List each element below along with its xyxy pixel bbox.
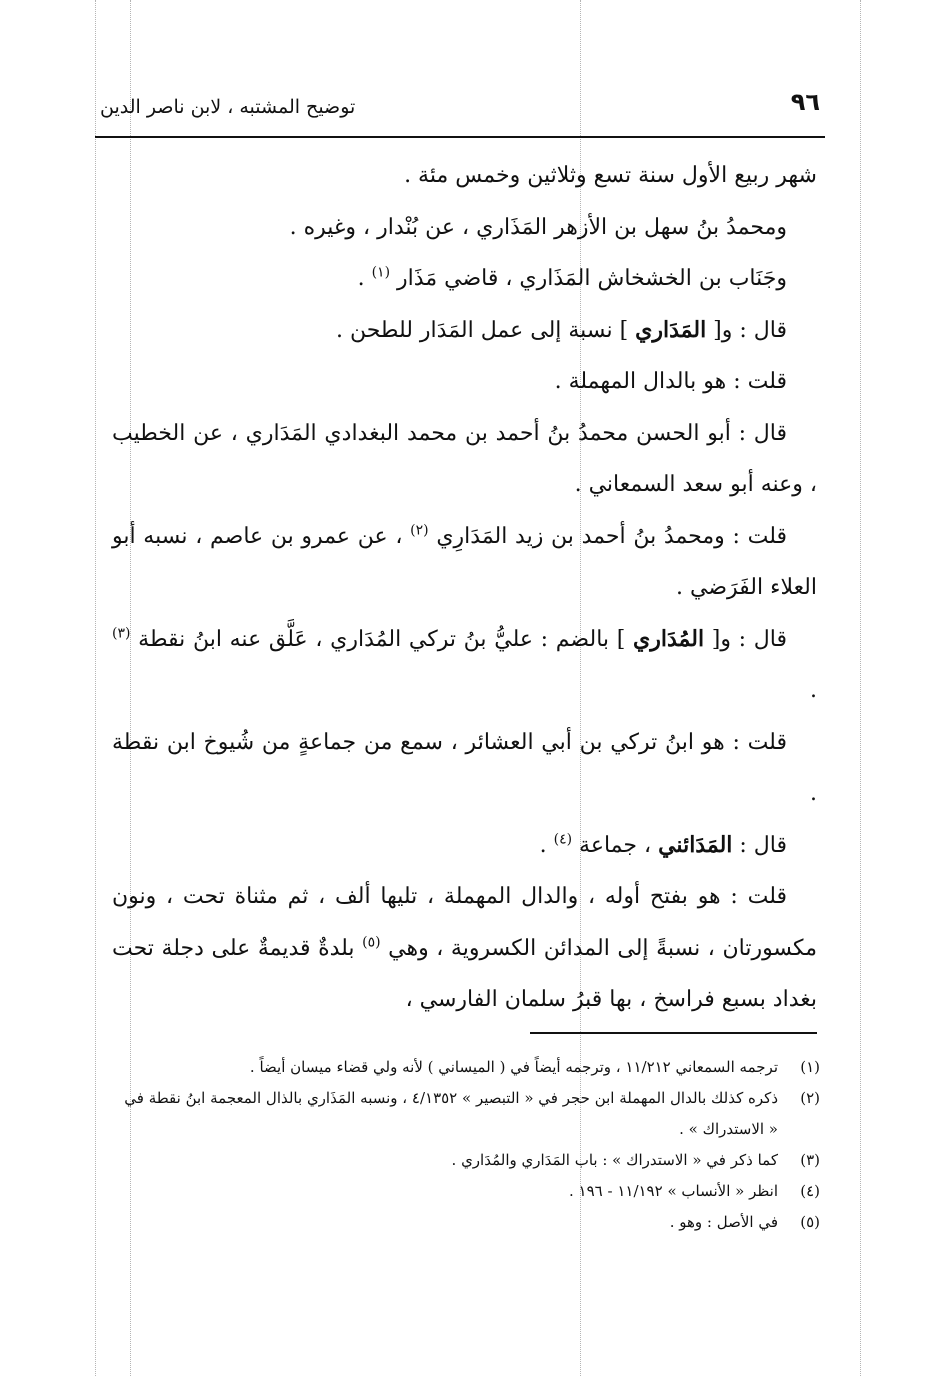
paragraph-text: قلت : هو بالدال المهملة .	[554, 369, 787, 394]
paragraph-text: قال : أبو الحسن محمدُ بنُ أحمد بن محمد البغدادي المَدَاري ، عن الخطيب ، وعنه أبو سعد السمعاني .	[112, 420, 817, 497]
paragraph	[112, 305, 817, 357]
scan-guide-line	[860, 0, 861, 1376]
footnote	[112, 1207, 820, 1238]
footnote-ref: (٥)	[362, 934, 381, 951]
footnote-text: ترجمه السمعاني ١١/٢١٢ ، وترجمه أيضاً في ( الميساني ) لأنه ولي قضاء ميسان أيضاً .	[249, 1058, 778, 1076]
entry-term: المَدَاري	[635, 316, 707, 343]
paragraph-text: قال : و[	[704, 626, 787, 652]
paragraph-text: ، جماعة	[572, 832, 659, 858]
paragraph-text: قال : و[	[706, 317, 787, 343]
paragraph	[112, 717, 817, 820]
footnote-ref: (١)	[371, 264, 391, 281]
paragraph-text: بلدةٌ قديمةٌ على دجلة تحت بغداد بسبع فراسخ ، بها قبرُ سلمان الفارسي ،	[112, 935, 817, 1012]
footnote-ref: (٤)	[553, 831, 573, 848]
paragraph	[112, 511, 817, 614]
paragraph-text: قلت : هو ابنُ تركي بن أبي العشائر ، سمع من جماعةٍ من شُيوخ ابن نقطة .	[112, 729, 817, 806]
paragraph-text: .	[539, 832, 554, 858]
page-header	[100, 88, 820, 128]
footnote-text: انظر « الأنساب » ١١/١٩٢ - ١٩٦ .	[569, 1182, 778, 1200]
paragraph	[112, 820, 817, 872]
paragraph	[112, 150, 817, 202]
running-title: توضيح المشتبه ، لابن ناصر الدين	[100, 96, 356, 118]
paragraph-text: ومحمدُ بنُ سهل بن الأزهر المَذَاري ، عن بُنْدار ، وغيره .	[289, 214, 787, 240]
footnotes	[112, 1052, 820, 1238]
paragraph-text: قلت : ومحمدُ بنُ أحمد بن زيد المَدَارِي	[428, 523, 787, 549]
paragraph	[112, 356, 817, 408]
footnote-number: (٥)	[800, 1213, 820, 1231]
paragraph-text: .	[810, 678, 817, 703]
footnote-text: كما ذكر في « الاستدراك » : باب المَدَاري والمُدَاري .	[451, 1151, 778, 1169]
paragraph-text: ، عن عمرو بن عاصم ، نسبه أبو العلاء الفَرَضي .	[112, 523, 817, 600]
footnote-text: ذكره كذلك بالدال المهملة ابن حجر في « التبصير » ٤/١٣٥٢ ، ونسبه المَذَاري بالذال المعجمة ابنُ نقطة في « الاستدراك » .	[124, 1089, 778, 1138]
paragraph	[112, 408, 817, 511]
paragraph-text: وجَنَاب بن الخشخاش المَذَاري ، قاضي مَذَار	[390, 266, 787, 291]
footnote-ref: (٢)	[410, 522, 429, 539]
main-text	[112, 150, 817, 1026]
paragraph	[112, 253, 817, 305]
paragraph-text: شهر ربيع الأول سنة تسع وثلاثين وخمس مئة .	[404, 163, 817, 188]
page-number: ٩٦	[790, 88, 820, 116]
header-rule	[95, 136, 825, 138]
paragraph-text: .	[357, 266, 372, 291]
footnote	[112, 1145, 820, 1176]
paragraph-text: ] نسبة إلى عمل المَدَار للطحن .	[335, 317, 636, 343]
footnote	[112, 1176, 820, 1207]
paragraph	[112, 871, 817, 1026]
footnote-number: (٤)	[800, 1182, 820, 1200]
footnote-number: (١)	[800, 1058, 820, 1076]
paragraph	[112, 614, 817, 717]
paragraph-text: ] بالضم : عليُّ بنُ تركي المُدَاري ، عَلَّق عنه ابنُ نقطة	[130, 626, 634, 652]
scan-guide-line	[95, 0, 96, 1376]
footnote	[112, 1083, 820, 1145]
footnote-text: في الأصل : وهو .	[669, 1213, 778, 1231]
paragraph-text: قلت : هو بفتح أوله ، والدال المهملة ، تليها ألف ، ثم مثناة تحت ، ونون مكسورتان ، نسبةً إلى المدائن الكسروية ، وهي	[112, 884, 817, 961]
entry-term: المَدَائني	[658, 831, 733, 858]
footnote-separator	[530, 1032, 817, 1034]
footnote-number: (٢)	[800, 1089, 820, 1107]
entry-term: المُدَاري	[633, 625, 705, 652]
paragraph	[112, 202, 817, 254]
footnote	[112, 1052, 820, 1083]
footnote-ref: (٣)	[112, 625, 131, 642]
paragraph-text: قال :	[732, 832, 787, 858]
footnote-number: (٣)	[800, 1151, 820, 1169]
